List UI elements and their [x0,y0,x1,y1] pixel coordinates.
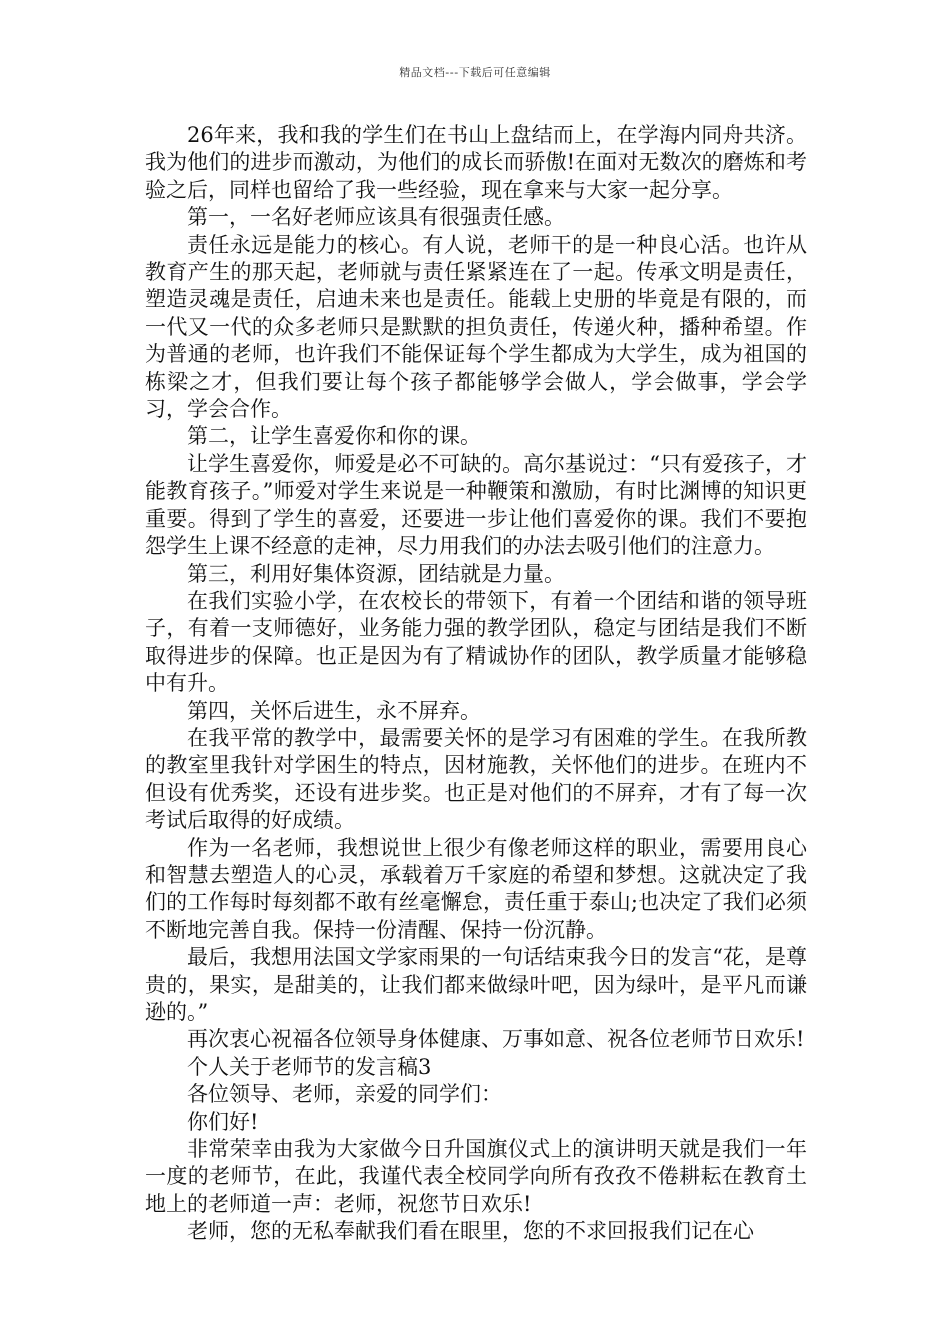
paragraph: 老师，您的无私奉献我们看在眼里，您的不求回报我们记在心 [187,1219,754,1244]
speech-title: 个人关于老师节的发言稿3 [187,1054,432,1079]
document-body [145,122,807,1246]
page-header: 精品文档---下载后可任意编辑 [399,66,551,79]
section-heading: 第三，利用好集体资源，团结就是力量。 [187,561,565,586]
paragraph: 在我平常的教学中，最需要关怀的是学习有困难的学生。在我所教的教室里我针对学困生的特点，因材施教，关怀他们的进步。在班内不但设有优秀奖，还设有进步奖。也正是对他们的不屏弃，才有了每一次考试后取得的好成绩。 [145,725,807,833]
paragraph: 26年来，我和我的学生们在书山上盘结而上，在学海内同舟共济。我为他们的进步而激动，为他们的成长而骄傲!在面对无数次的磨炼和考验之后，同样也留给了我一些经验，现在拿来与大家一起分享。 [145,123,807,202]
paragraph: 作为一名老师，我想说世上很少有像老师这样的职业，需要用良心和智慧去塑造人的心灵，承载着万千家庭的希望和梦想。这就决定了我们的工作每时每刻都不敢有丝毫懈怠，责任重于泰山;也决定了我们必须不断地完善自我。保持一份清醒、保持一份沉静。 [145,835,807,942]
section-heading: 第一，一名好老师应该具有很强责任感。 [187,205,565,230]
paragraph: 在我们实验小学，在农校长的带领下，有着一个团结和谐的领导班子，有着一支师德好，业务能力强的教学团队，稳定与团结是我们不断取得进步的保障。也正是因为有了精诚协作的团队，教学质量才能够稳中有升。 [145,588,807,696]
paragraph: 责任永远是能力的核心。有人说，老师干的是一种良心活。也许从教育产生的那天起，老师就与责任紧紧连在了一起。传承文明是责任，塑造灵魂是责任，启迪未来也是责任。能载上史册的毕竟是有限的，而一代又一代的众多老师只是默默的担负责任，传递火种，播种希望。作为普通的老师，也许我们不能保证每个学生都成为大学生，成为祖国的栋梁之才，但我们要让每个孩子都能够学会做人，学会做事，学会学习，学会合作。 [145,232,807,422]
section-heading: 第四，关怀后进生，永不屏弃。 [187,698,481,723]
section-heading: 第二，让学生喜爱你和你的课。 [187,424,481,449]
greeting: 你们好! [187,1109,259,1134]
paragraph: 再次衷心祝福各位领导身体健康、万事如意、祝各位老师节日欢乐! [187,1027,805,1052]
paragraph: 最后，我想用法国文学家雨果的一句话结束我今日的发言“花，是尊贵的，果实，是甜美的，让我们都来做绿叶吧，因为绿叶，是平凡而谦逊的。” [145,945,807,1024]
paragraph: 让学生喜爱你，师爱是必不可缺的。高尔基说过：“只有爱孩子，才能教育孩子。”师爱对学生来说是一种鞭策和激励，有时比渊博的知识更重要。得到了学生的喜爱，还要进一步让他们喜爱你的课。我们不要抱怨学生上课不经意的走神，尽力用我们的办法去吸引他们的注意力。 [145,451,807,559]
salutation: 各位领导、老师，亲爱的同学们： [187,1082,502,1107]
paragraph: 非常荣幸由我为大家做今日升国旗仪式上的演讲明天就是我们一年一度的老师节，在此，我谨代表全校同学向所有孜孜不倦耕耘在教育土地上的老师道一声：老师，祝您节日欢乐! [145,1137,807,1216]
